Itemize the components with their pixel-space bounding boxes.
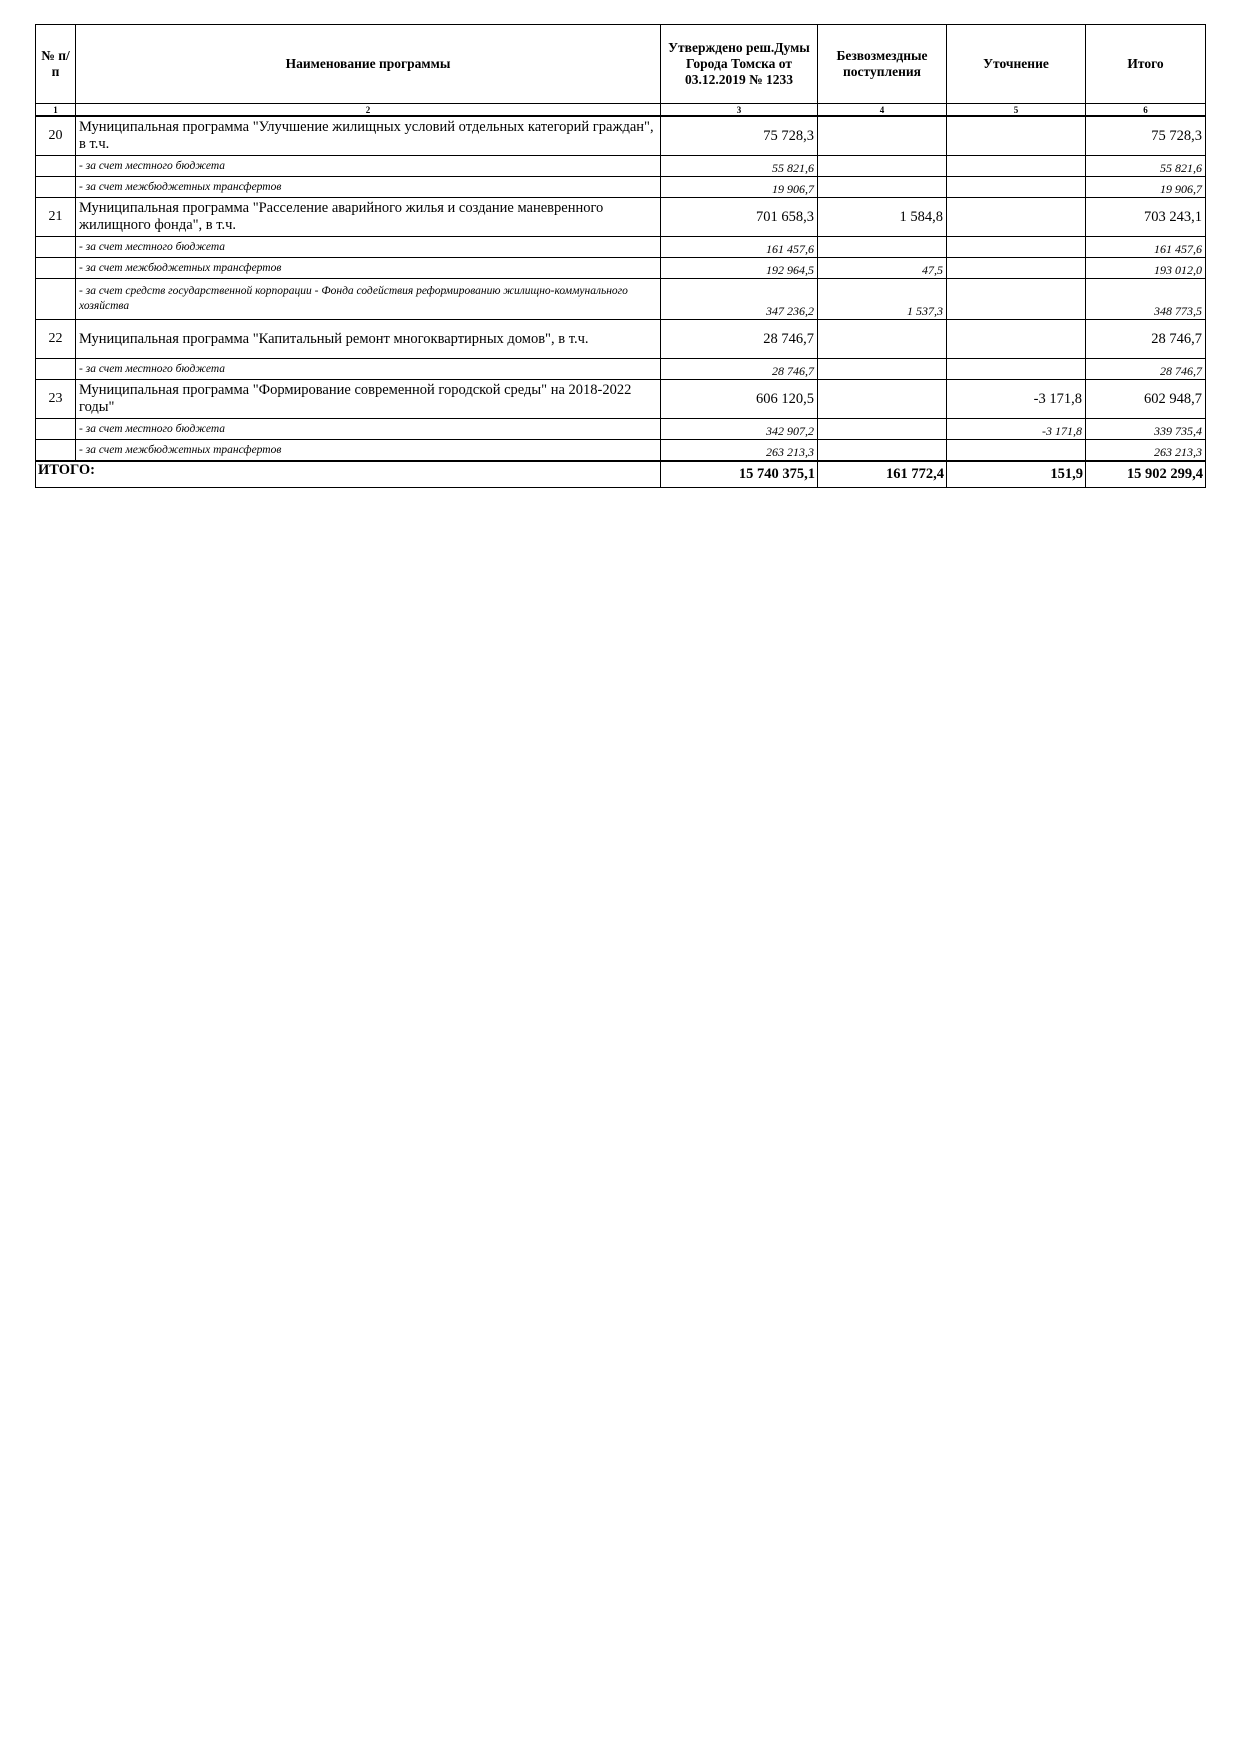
approved-amount: 263 213,3: [661, 440, 818, 462]
grants-amount: 47,5: [818, 258, 947, 279]
approved-amount: 347 236,2: [661, 279, 818, 320]
program-row: [36, 380, 1206, 419]
total-amount: 602 948,7: [1086, 380, 1206, 419]
total-amount: 28 746,7: [1086, 359, 1206, 380]
approved-amount: 701 658,3: [661, 198, 818, 237]
adjustment-amount: [947, 198, 1086, 237]
total-amount: 19 906,7: [1086, 177, 1206, 198]
grants-amount: [818, 237, 947, 258]
funding-source-row: [36, 359, 1206, 380]
adjustment-amount: [947, 320, 1086, 359]
adjustment-amount: [947, 177, 1086, 198]
funding-source-row: [36, 279, 1206, 320]
header-col-number: № п/п: [36, 25, 76, 104]
approved-amount: 28 746,7: [661, 359, 818, 380]
funding-source-name: - за счет местного бюджета: [76, 237, 661, 258]
header-col-grants: Безвозмездные поступления: [818, 25, 947, 104]
budget-programs-table: [35, 24, 1206, 488]
funding-source-row: [36, 156, 1206, 177]
header-col-approved: Утверждено реш.Думы Города Томска от 03.12.2019 № 1233: [661, 25, 818, 104]
program-row: [36, 116, 1206, 156]
funding-source-row: [36, 237, 1206, 258]
grants-amount: [818, 359, 947, 380]
adjustment-amount: [947, 156, 1086, 177]
total-sum: 15 902 299,4: [1086, 461, 1206, 488]
column-index: 3: [661, 104, 818, 117]
funding-source-name: - за счет межбюджетных трансфертов: [76, 440, 661, 462]
table-body: [36, 116, 1206, 461]
total-amount: 161 457,6: [1086, 237, 1206, 258]
program-number: 20: [36, 116, 76, 156]
total-amount: 28 746,7: [1086, 320, 1206, 359]
program-number: 21: [36, 198, 76, 237]
funding-source-row: [36, 177, 1206, 198]
program-name: Муниципальная программа "Формирование современной городской среды" на 2018-2022 годы": [76, 380, 661, 419]
header-row: [36, 25, 1206, 104]
funding-source-name: - за счет средств государственной корпорации - Фонда содействия реформированию жилищно-коммунального хозяйства: [76, 279, 661, 320]
header-col-program-name: Наименование программы: [76, 25, 661, 104]
total-amount: 263 213,3: [1086, 440, 1206, 462]
grants-amount: [818, 116, 947, 156]
column-index: 5: [947, 104, 1086, 117]
approved-amount: 342 907,2: [661, 419, 818, 440]
grants-amount: [818, 177, 947, 198]
funding-source-name: - за счет местного бюджета: [76, 359, 661, 380]
program-number: [36, 156, 76, 177]
header-col-total: Итого: [1086, 25, 1206, 104]
program-name: Муниципальная программа "Расселение аварийного жилья и создание маневренного жилищного фонда", в т.ч.: [76, 198, 661, 237]
column-index: 1: [36, 104, 76, 117]
adjustment-amount: [947, 258, 1086, 279]
column-index-row: [36, 104, 1206, 117]
header-col-adjustment: Уточнение: [947, 25, 1086, 104]
funding-source-row: [36, 440, 1206, 462]
program-number: [36, 440, 76, 462]
adjustment-amount: -3 171,8: [947, 419, 1086, 440]
column-index: 4: [818, 104, 947, 117]
column-index: 2: [76, 104, 661, 117]
program-row: [36, 198, 1206, 237]
grants-amount: 1 537,3: [818, 279, 947, 320]
adjustment-amount: [947, 440, 1086, 462]
funding-source-name: - за счет межбюджетных трансфертов: [76, 177, 661, 198]
funding-source-name: - за счет местного бюджета: [76, 156, 661, 177]
adjustment-amount: [947, 359, 1086, 380]
approved-amount: 28 746,7: [661, 320, 818, 359]
program-number: [36, 177, 76, 198]
program-number: [36, 279, 76, 320]
adjustment-amount: [947, 116, 1086, 156]
adjustment-amount: [947, 279, 1086, 320]
total-row: [36, 461, 1206, 488]
approved-amount: 75 728,3: [661, 116, 818, 156]
approved-amount: 19 906,7: [661, 177, 818, 198]
total-amount: 55 821,6: [1086, 156, 1206, 177]
program-number: [36, 419, 76, 440]
program-row: [36, 320, 1206, 359]
total-amount: 339 735,4: [1086, 419, 1206, 440]
grants-amount: [818, 440, 947, 462]
program-number: 23: [36, 380, 76, 419]
grants-amount: [818, 380, 947, 419]
column-index: 6: [1086, 104, 1206, 117]
total-amount: 348 773,5: [1086, 279, 1206, 320]
grants-amount: [818, 156, 947, 177]
grants-amount: [818, 320, 947, 359]
total-amount: 703 243,1: [1086, 198, 1206, 237]
program-number: [36, 237, 76, 258]
funding-source-name: - за счет межбюджетных трансфертов: [76, 258, 661, 279]
grants-amount: [818, 419, 947, 440]
program-name: Муниципальная программа "Капитальный ремонт многоквартирных домов", в т.ч.: [76, 320, 661, 359]
funding-source-name: - за счет местного бюджета: [76, 419, 661, 440]
total-amount: 193 012,0: [1086, 258, 1206, 279]
program-number: [36, 359, 76, 380]
approved-amount: 161 457,6: [661, 237, 818, 258]
total-approved: 15 740 375,1: [661, 461, 818, 488]
adjustment-amount: [947, 237, 1086, 258]
total-adjustment: 151,9: [947, 461, 1086, 488]
program-name: Муниципальная программа "Улучшение жилищных условий отдельных категорий граждан", в т.ч.: [76, 116, 661, 156]
funding-source-row: [36, 419, 1206, 440]
program-number: 22: [36, 320, 76, 359]
grants-amount: 1 584,8: [818, 198, 947, 237]
approved-amount: 606 120,5: [661, 380, 818, 419]
total-amount: 75 728,3: [1086, 116, 1206, 156]
approved-amount: 192 964,5: [661, 258, 818, 279]
funding-source-row: [36, 258, 1206, 279]
program-number: [36, 258, 76, 279]
total-grants: 161 772,4: [818, 461, 947, 488]
total-label: ИТОГО:: [36, 461, 661, 488]
adjustment-amount: -3 171,8: [947, 380, 1086, 419]
approved-amount: 55 821,6: [661, 156, 818, 177]
